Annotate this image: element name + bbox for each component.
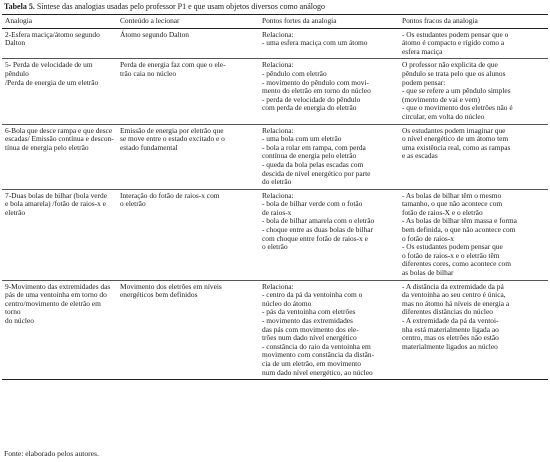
cell-line: cia de um eletrão, em movimento [262,358,361,368]
cell-line: fotão de raios-X e o eletrão [402,207,483,217]
cell-line: estado fundamental [120,142,178,152]
cell-line: trão caia no núcleo [120,68,177,78]
table-caption-text: Síntese das analogias usadas pelo professor P1 e que usam objetos diversos como análogo [36,2,325,11]
cell-fracos [399,280,548,380]
cell-line: diferentes cores, como acontece com [402,259,511,269]
cell-line: uma existência real, como as rampas [402,142,511,152]
cell-line: esfera maciça [402,46,443,56]
cell-line: - Os estudantes podem pensar que [402,242,503,252]
analogies-table [2,14,548,380]
cell-line: do eletrão [262,177,292,187]
cell-line: Átomo segundo Dalton [120,29,189,39]
cell-fortes [259,280,399,380]
cell-line: Perda de energia faz com que o ele- [120,60,226,70]
cell-analogia [2,280,117,380]
cell-line: - uma esfera maciça com um átomo [262,38,368,48]
cell-line: trões num dado nível energético [262,333,357,343]
cell-fortes [259,59,399,124]
cell-line: tamanho, o que não acontece com [402,199,503,209]
cell-line: mas no átomo há níveis de energia a [402,298,510,308]
cell-line: num dado nível energético, ao núcleo [262,367,373,377]
cell-fracos [399,28,548,59]
cell-line: - A distância da extremidade da pá [402,281,504,291]
cell-line: 2-Esfera maciça/átomo segundo [5,29,100,39]
table-source-note: Fonte: elaborado pelos autores. [4,449,99,458]
cell-line: Relaciona: [262,29,294,39]
cell-line: - uma bola com um eletrão [262,134,342,144]
cell-fracos [399,59,548,124]
cell-line: o fotão de raios-x [402,233,454,243]
cell-line: centro, mas os eletrões não estão [402,333,499,343]
cell-line: Os estudantes podem imaginar que [402,125,506,135]
table-row [2,59,548,124]
cell-line: eletrão [5,207,26,217]
cell-line: do núcleo [5,316,34,325]
cell-line: 7-Duas bolas de bilhar (bola verde [5,190,107,200]
cell-line: materialmente ligados ao núcleo [402,341,498,351]
cell-line: circular, em volta do núcleo [402,111,485,121]
table-header-row [2,15,548,29]
cell-line: o fotão de raios-x e o eletrão têm [402,250,500,260]
cell-line: podem pensar: [402,77,446,87]
cell-line: - centro da pá da ventoinha com o [262,290,363,300]
cell-line: e bola amarela) /fotão de raios-x e [5,199,106,209]
cell-line: Relaciona: [262,190,294,200]
cell-fortes [259,28,399,59]
table-row [2,280,548,380]
cell-line: contínua de energia pelo eletrão [262,151,357,161]
cell-line: - A extremidade da pá da ventoi- [402,316,499,325]
cell-line: Emissão de energia por eletrão que [120,125,224,135]
cell-line: energéticos bem definidos [120,290,198,300]
cell-line: átomo é compacto e rígido como a [402,38,505,48]
cell-line: Relaciona: [262,60,294,70]
cell-line: (movimento de vai e vem) [402,94,480,104]
cell-line: movimento com constância da distân- [262,350,375,360]
cell-fracos [399,189,548,280]
cell-line: nha está materialmente ligada ao [402,324,499,334]
cell-line: 6-Bola que desce rampa e que desce [5,125,113,135]
cell-line: mento do eletrão em torno do núcleo [262,86,371,96]
cell-line: o nível energético de um átomo tem [402,134,509,144]
cell-line: /Perda de energia de um eletrão [5,77,99,87]
cell-line: escadas/ Emissão contínua e descon- [5,134,114,144]
cell-line: de raios-x [262,207,292,217]
cell-line: o eletrão [120,199,146,209]
cell-line: o eletrão [262,242,288,252]
cell-fortes [259,124,399,189]
cell-line: - perda de velocidade do pêndulo [262,94,361,104]
column-header-conteudo: Conteúdo a lecionar [117,15,259,29]
table-row [2,124,548,189]
cell-analogia [2,28,117,59]
cell-line: - Os estudantes podem pensar que o [402,29,509,39]
table-row [2,189,548,280]
cell-line: - que se refere a um pêndulo simples [402,86,511,96]
cell-line: - bola de bilhar amarela com o eletrão [262,216,375,226]
cell-line: núcleo do átomo [262,298,312,308]
column-header-analogia: Analogia [2,15,117,29]
cell-conteudo [117,59,259,124]
cell-line: pêndulo se trata pelo que os alunos [402,68,506,78]
cell-line: descida de nível energético por parte [262,168,371,178]
cell-line: - As bolas de bilhar têm o mesmo [402,190,502,200]
cell-line: - queda da bola pelas escadas com [262,159,364,169]
cell-line: e as escadas [402,151,438,161]
cell-line: - As bolas de bilhar têm massa e forma [402,216,517,226]
cell-line: - movimento das extremidades [262,316,353,325]
cell-line: Relaciona: [262,281,294,291]
cell-line: as bolas de bilhar [402,268,454,278]
cell-line: Movimento dos eletrões em níveis [120,281,222,291]
cell-line: com perda de energia do eletrão [262,103,357,113]
column-header-pontos-fortes: Pontos fortes da analogia [259,15,399,29]
cell-line: bem definida, o que não acontece com [402,225,516,235]
cell-analogia [2,124,117,189]
table-row [2,28,548,59]
cell-line: 9-Movimento das extremidades das [5,281,111,291]
table-caption-label: Tabela 5. [4,2,35,11]
cell-fortes [259,189,399,280]
cell-line: diferentes distâncias do núcleo [402,307,493,317]
cell-fracos [399,124,548,189]
cell-line: tínua de energia pelo eletrão [5,142,89,152]
cell-analogia [2,59,117,124]
cell-line: centro/movimento de eletrão em torno [5,298,101,317]
cell-line: - choque entre as duas bolas de bilhar [262,225,374,235]
cell-line: - constância do raio da ventoinha em [262,341,371,351]
cell-line: - que o movimento dos eletrões não é [402,103,513,113]
cell-line: 5- Perda de velocidade de um pêndulo [5,60,93,78]
cell-line: com choque entre fotão de raios-x e [262,233,368,243]
cell-line: da ventoinha ao seu centro é única, [402,290,506,300]
cell-conteudo [117,124,259,189]
column-header-pontos-fracos: Pontos fracos da analogia [399,15,548,29]
cell-conteudo [117,189,259,280]
cell-conteudo [117,28,259,59]
cell-line: Interação do fotão de raios-x com [120,190,220,200]
cell-line: - bola de bilhar verde com o fotão [262,199,363,209]
cell-line: - movimento do pêndulo com movi- [262,77,369,87]
cell-line: Relaciona: [262,125,294,135]
cell-line: O professor não explicita de que [402,60,498,70]
cell-line: pás de uma ventoinha em torno do [5,290,107,300]
cell-line: se move entre o estado excitado e o [120,134,225,144]
cell-line: - bola a rolar em rampa, com perda [262,142,366,152]
table-body [2,28,548,380]
cell-analogia [2,189,117,280]
cell-line: - pás da ventoinha com eletrões [262,307,356,317]
cell-line: Dalton [5,38,26,48]
table-caption [4,2,325,12]
cell-line: - pêndulo com eletrão [262,68,327,78]
cell-conteudo [117,280,259,380]
cell-line: das pás com movimento dos ele- [262,324,359,334]
